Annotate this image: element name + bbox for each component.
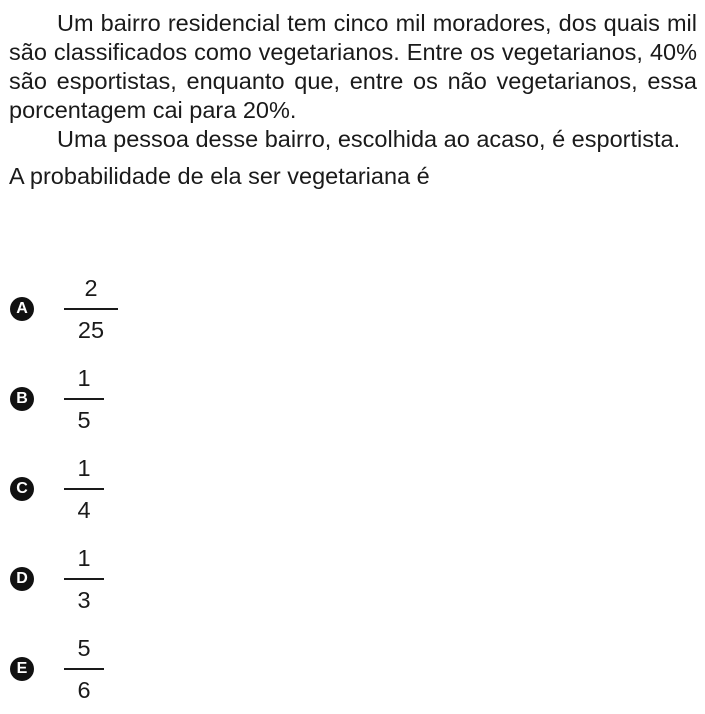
fraction: [64, 453, 104, 525]
question-block: [9, 9, 697, 191]
option-e[interactable]: [10, 624, 310, 714]
question-paragraph-2: Uma pessoa desse bairro, escolhida ao acaso, é esportista.: [57, 126, 681, 152]
option-letter-badge: D: [10, 567, 34, 591]
fraction: [64, 273, 118, 345]
fraction-denominator: 3: [77, 587, 91, 613]
fraction-denominator: 4: [77, 497, 91, 523]
option-letter-badge: E: [10, 657, 34, 681]
answer-options: [10, 264, 310, 714]
option-c[interactable]: [10, 444, 310, 534]
fraction-denominator: 6: [77, 677, 91, 703]
fraction-denominator: 25: [77, 317, 105, 343]
option-a[interactable]: [10, 264, 310, 354]
question-paragraph-1: Um bairro residencial tem cinco mil moradores, dos quais mil são classificados como vegetarianos. Entre os vegetarianos, 40% são esportistas, enquanto que, entre os não vegetarianos, essa porcentagem cai para 20%.: [9, 10, 697, 123]
fraction-numerator: 1: [77, 545, 91, 571]
option-letter-badge: A: [10, 297, 34, 321]
option-letter-badge: C: [10, 477, 34, 501]
fraction: [64, 363, 104, 435]
fraction-numerator: 1: [77, 455, 91, 481]
option-b[interactable]: [10, 354, 310, 444]
fraction: [64, 543, 104, 615]
question-prompt: A probabilidade de ela ser vegetariana é: [9, 163, 430, 189]
fraction-numerator: 1: [77, 365, 91, 391]
option-d[interactable]: [10, 534, 310, 624]
option-letter-badge: B: [10, 387, 34, 411]
fraction-numerator: 2: [84, 275, 98, 301]
fraction-numerator: 5: [77, 635, 91, 661]
fraction-denominator: 5: [77, 407, 91, 433]
fraction: [64, 633, 104, 705]
